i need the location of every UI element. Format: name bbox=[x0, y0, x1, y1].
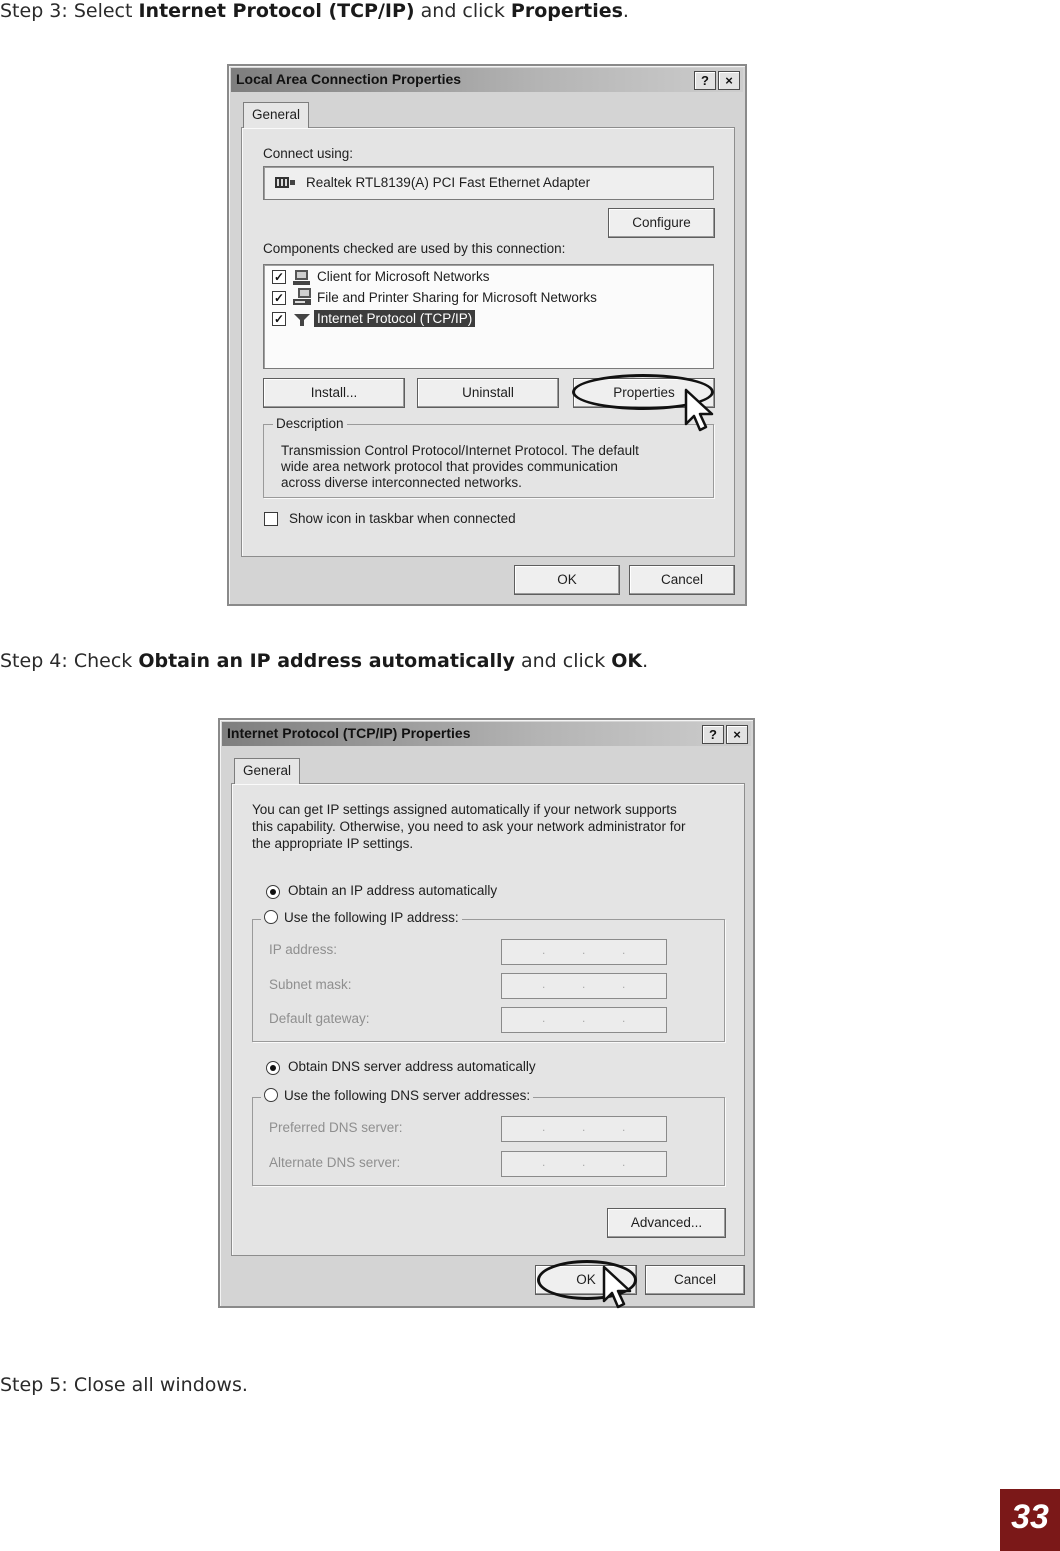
preferred-dns-input[interactable]: . . . bbox=[501, 1116, 667, 1142]
tab-general[interactable]: General bbox=[243, 102, 309, 128]
general-panel bbox=[241, 127, 735, 557]
use-ip-label: Use the following IP address: bbox=[284, 910, 459, 925]
step-3-action: Properties bbox=[510, 0, 623, 22]
file-printer-sharing-icon bbox=[292, 288, 314, 311]
components-label: Components checked are used by this connection: bbox=[263, 241, 566, 256]
adapter-field bbox=[263, 166, 714, 200]
intro-line: the appropriate IP settings. bbox=[252, 836, 414, 851]
general-panel bbox=[231, 783, 745, 1256]
subnet-mask-label: Subnet mask: bbox=[269, 977, 352, 992]
properties-button[interactable]: Properties bbox=[573, 378, 715, 408]
ip-address-group bbox=[252, 910, 725, 1042]
default-gateway-input[interactable]: . . . bbox=[501, 1007, 667, 1033]
obtain-dns-label: Obtain DNS server address automatically bbox=[288, 1059, 536, 1074]
advanced-button[interactable]: Advanced... bbox=[607, 1208, 726, 1238]
description-title: Description bbox=[273, 416, 347, 431]
title-bar bbox=[222, 722, 751, 746]
help-button[interactable]: ? bbox=[694, 71, 716, 90]
configure-button[interactable]: Configure bbox=[608, 208, 715, 238]
close-button[interactable]: × bbox=[718, 71, 740, 90]
dns-server-group bbox=[252, 1088, 725, 1186]
ok-button[interactable]: OK bbox=[535, 1265, 637, 1295]
component-label: Client for Microsoft Networks bbox=[317, 269, 490, 284]
ip-address-label: IP address: bbox=[269, 942, 338, 957]
use-ip-legend bbox=[261, 910, 462, 925]
tab-general[interactable]: General bbox=[234, 758, 300, 784]
obtain-ip-label: Obtain an IP address automatically bbox=[288, 883, 498, 898]
description-group bbox=[263, 416, 714, 498]
page-number: 33 bbox=[1000, 1489, 1060, 1551]
step-4-target: Obtain an IP address automatically bbox=[138, 650, 515, 672]
components-list[interactable] bbox=[263, 264, 714, 369]
uninstall-button[interactable]: Uninstall bbox=[417, 378, 559, 408]
adapter-name: Realtek RTL8139(A) PCI Fast Ethernet Adapter bbox=[306, 175, 591, 190]
intro-line: You can get IP settings assigned automatically if your network supports bbox=[252, 802, 677, 817]
title-bar bbox=[231, 68, 743, 92]
connect-using-label: Connect using: bbox=[263, 146, 354, 161]
tcpip-properties-dialog bbox=[218, 718, 755, 1308]
step-4-action: OK bbox=[611, 650, 643, 672]
protocol-icon bbox=[292, 311, 312, 330]
checkbox-file-sharing[interactable]: ✓ bbox=[273, 291, 285, 305]
step-4-instruction: Step 4: Check Obtain an IP address automatically and click OK. bbox=[0, 650, 649, 672]
ip-address-input[interactable]: . . . bbox=[501, 939, 667, 965]
use-dns-label: Use the following DNS server addresses: bbox=[284, 1088, 531, 1103]
intro-line: this capability. Otherwise, you need to ask your network administrator for bbox=[252, 819, 686, 834]
install-button[interactable]: Install... bbox=[263, 378, 405, 408]
step-5-instruction: Step 5: Close all windows. bbox=[0, 1374, 248, 1396]
use-ip-radio[interactable] bbox=[264, 910, 278, 924]
description-line: wide area network protocol that provides communication bbox=[281, 459, 618, 474]
checkbox-tcpip[interactable]: ✓ bbox=[273, 312, 285, 326]
step-3-instruction: Step 3: Select Internet Protocol (TCP/IP) and click Properties. bbox=[0, 0, 629, 22]
dialog-title: Internet Protocol (TCP/IP) Properties bbox=[227, 725, 471, 741]
use-dns-legend bbox=[261, 1088, 533, 1103]
show-icon-label: Show icon in taskbar when connected bbox=[289, 511, 516, 526]
obtain-dns-radio[interactable] bbox=[266, 1061, 280, 1075]
mouse-pointer-icon bbox=[601, 1265, 637, 1325]
use-dns-radio[interactable] bbox=[264, 1088, 278, 1102]
cancel-button[interactable]: Cancel bbox=[645, 1265, 745, 1295]
dialog-title: Local Area Connection Properties bbox=[236, 71, 462, 87]
alternate-dns-label: Alternate DNS server: bbox=[269, 1155, 401, 1170]
component-label: File and Printer Sharing for Microsoft Networks bbox=[317, 290, 597, 305]
alternate-dns-input[interactable]: . . . bbox=[501, 1151, 667, 1177]
close-button[interactable]: × bbox=[726, 725, 748, 744]
local-area-connection-dialog bbox=[227, 64, 747, 606]
network-adapter-icon bbox=[274, 176, 296, 193]
preferred-dns-label: Preferred DNS server: bbox=[269, 1120, 403, 1135]
subnet-mask-input[interactable]: . . . bbox=[501, 973, 667, 999]
client-network-icon bbox=[292, 269, 312, 290]
checkbox-client[interactable]: ✓ bbox=[273, 270, 285, 284]
default-gateway-label: Default gateway: bbox=[269, 1011, 370, 1026]
ok-button[interactable]: OK bbox=[514, 565, 620, 595]
component-label: Internet Protocol (TCP/IP) bbox=[314, 310, 475, 327]
mouse-pointer-icon bbox=[683, 388, 719, 436]
help-button[interactable]: ? bbox=[702, 725, 724, 744]
description-line: Transmission Control Protocol/Internet Protocol. The default bbox=[281, 443, 639, 458]
obtain-ip-radio[interactable] bbox=[266, 885, 280, 899]
cancel-button[interactable]: Cancel bbox=[629, 565, 735, 595]
step-3-target: Internet Protocol (TCP/IP) bbox=[138, 0, 415, 22]
description-line: across diverse interconnected networks. bbox=[281, 475, 522, 490]
show-icon-checkbox[interactable] bbox=[264, 512, 278, 526]
